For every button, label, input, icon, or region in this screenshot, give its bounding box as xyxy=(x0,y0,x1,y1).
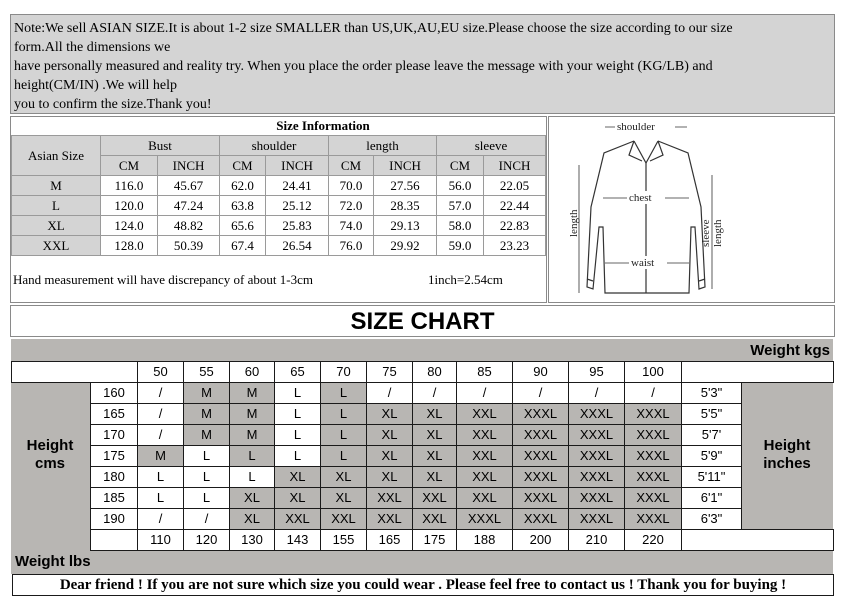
size-cell: XL xyxy=(412,424,457,446)
size-cell: XXXL xyxy=(624,445,682,467)
sleeve-length-label: length xyxy=(712,219,724,247)
size-cell: XXXL xyxy=(624,424,682,446)
row-header: Asian Size xyxy=(12,136,101,176)
group-header-bust: Bust xyxy=(101,136,220,156)
value-cell: 57.0 xyxy=(437,196,484,216)
value-cell: 22.44 xyxy=(484,196,546,216)
size-chart-title: SIZE CHART xyxy=(10,305,835,337)
size-cell: L xyxy=(229,466,275,488)
size-cell: L xyxy=(274,403,321,425)
size-cell: XXXL xyxy=(512,424,569,446)
size-cell: / xyxy=(183,508,230,530)
unit-header: INCH xyxy=(158,156,220,176)
height-inch-cell: 5'9" xyxy=(681,445,742,467)
size-cell: XXXL xyxy=(512,487,569,509)
value-cell: 22.05 xyxy=(484,176,546,196)
group-header-shoulder: shoulder xyxy=(220,136,329,156)
size-cell: / xyxy=(366,382,413,404)
value-cell: 26.54 xyxy=(266,236,329,256)
weight-lb-cell: 130 xyxy=(229,529,275,551)
size-cell: M xyxy=(183,424,230,446)
weight-lbs-label: Weight lbs xyxy=(15,553,91,570)
height-cm-cell: 175 xyxy=(90,445,138,467)
value-cell: 67.4 xyxy=(220,236,266,256)
size-cell: M xyxy=(183,403,230,425)
weight-kg-header: 95 xyxy=(568,361,625,383)
table-row xyxy=(12,236,546,256)
unit-header: CM xyxy=(329,156,374,176)
shoulder-label: shoulder xyxy=(617,121,655,133)
note-line: have personally measured and reality try. When you place the order please leave the message with your weight (KG/LB) and xyxy=(14,59,713,74)
weight-lb-cell: 155 xyxy=(320,529,367,551)
value-cell: 24.41 xyxy=(266,176,329,196)
size-cell: XXL xyxy=(274,508,321,530)
value-cell: 63.8 xyxy=(220,196,266,216)
size-cell: XXL xyxy=(456,487,513,509)
size-cell: XXL xyxy=(456,466,513,488)
size-cell: L xyxy=(183,487,230,509)
size-cell: / xyxy=(137,508,184,530)
note-line: form.All the dimensions we xyxy=(14,40,171,55)
size-cell: / xyxy=(512,382,569,404)
size-cell: L xyxy=(274,445,321,467)
size-cell: XXL xyxy=(412,508,457,530)
size-cell: XL xyxy=(412,466,457,488)
table-row xyxy=(12,216,546,236)
size-cell: XXXL xyxy=(568,508,625,530)
value-cell: 128.0 xyxy=(101,236,158,256)
value-cell: 65.6 xyxy=(220,216,266,236)
size-cell: L xyxy=(320,382,367,404)
size-label: L xyxy=(12,196,101,216)
size-cell: XL xyxy=(412,403,457,425)
value-cell: 45.67 xyxy=(158,176,220,196)
unit-header: CM xyxy=(220,156,266,176)
waist-label: waist xyxy=(631,257,655,269)
weight-kg-header: 90 xyxy=(512,361,569,383)
size-cell: XL xyxy=(366,424,413,446)
size-cell: XXL xyxy=(320,508,367,530)
value-cell: 72.0 xyxy=(329,196,374,216)
size-cell: XXXL xyxy=(512,445,569,467)
contact-footer: Dear friend ! If you are not sure which size you could wear . Please feel free to contact us ! Thank you for buying ! xyxy=(12,574,834,596)
weight-kg-header: 80 xyxy=(412,361,457,383)
height-inch-cell: 6'3" xyxy=(681,508,742,530)
weight-lb-cell: 110 xyxy=(137,529,184,551)
note-line: Note:We sell ASIAN SIZE.It is about 1-2 size SMALLER than US,UK,AU,EU size.Please choose the size according to our size xyxy=(14,21,733,36)
chest-label: chest xyxy=(629,192,652,204)
value-cell: 120.0 xyxy=(101,196,158,216)
value-cell: 58.0 xyxy=(437,216,484,236)
value-cell: 22.83 xyxy=(484,216,546,236)
size-cell: XXL xyxy=(366,487,413,509)
weight-lb-cell: 188 xyxy=(456,529,513,551)
weight-kg-header: 70 xyxy=(320,361,367,383)
size-cell: XXXL xyxy=(512,508,569,530)
height-inches-label: Height inches xyxy=(763,437,811,472)
unit-header: INCH xyxy=(484,156,546,176)
value-cell: 56.0 xyxy=(437,176,484,196)
size-cell: M xyxy=(183,382,230,404)
size-cell: XL xyxy=(366,403,413,425)
inch-conversion-note: 1inch=2.54cm xyxy=(428,272,503,287)
size-cell: XXXL xyxy=(624,466,682,488)
weight-kgs-label: Weight kgs xyxy=(750,342,830,359)
size-cell: L xyxy=(274,424,321,446)
size-cell: XXXL xyxy=(568,403,625,425)
value-cell: 59.0 xyxy=(437,236,484,256)
height-inch-cell: 6'1" xyxy=(681,487,742,509)
height-cm-cell: 185 xyxy=(90,487,138,509)
value-cell: 25.83 xyxy=(266,216,329,236)
size-note xyxy=(10,14,835,114)
size-cell: / xyxy=(624,382,682,404)
weight-kg-header: 85 xyxy=(456,361,513,383)
size-cell: M xyxy=(229,382,275,404)
size-cell: M xyxy=(229,424,275,446)
weight-kg-header: 50 xyxy=(137,361,184,383)
height-cm-cell: 165 xyxy=(90,403,138,425)
value-cell: 29.92 xyxy=(374,236,437,256)
height-inch-cell: 5'11" xyxy=(681,466,742,488)
weight-lb-cell: 120 xyxy=(183,529,230,551)
size-cell: L xyxy=(274,382,321,404)
size-cell: XL xyxy=(320,466,367,488)
size-cell: XL xyxy=(366,466,413,488)
shirt-illustration xyxy=(549,117,834,302)
size-cell: XXXL xyxy=(512,466,569,488)
size-cell: XXXL xyxy=(568,487,625,509)
height-cm-cell: 170 xyxy=(90,424,138,446)
weight-lb-cell: 165 xyxy=(366,529,413,551)
blank-cell xyxy=(90,529,138,551)
size-cell: XXXL xyxy=(568,424,625,446)
size-label: XXL xyxy=(12,236,101,256)
height-cm-cell: 160 xyxy=(90,382,138,404)
unit-header: CM xyxy=(437,156,484,176)
size-cell: XL xyxy=(412,445,457,467)
weight-kg-header: 60 xyxy=(229,361,275,383)
size-cell: XXXL xyxy=(624,487,682,509)
value-cell: 116.0 xyxy=(101,176,158,196)
value-cell: 48.82 xyxy=(158,216,220,236)
blank-cell xyxy=(681,529,834,551)
weight-kg-header: 75 xyxy=(366,361,413,383)
height-cm-cell: 190 xyxy=(90,508,138,530)
size-cell: XXXL xyxy=(568,466,625,488)
size-cell: XL xyxy=(274,466,321,488)
hand-measurement-note: Hand measurement will have discrepancy of about 1-3cm xyxy=(13,272,313,287)
weight-kg-header: 55 xyxy=(183,361,230,383)
blank-cell xyxy=(11,361,138,383)
value-cell: 70.0 xyxy=(329,176,374,196)
size-information-table xyxy=(11,117,546,256)
size-cell: XXXL xyxy=(456,508,513,530)
size-cell: / xyxy=(137,403,184,425)
size-cell: L xyxy=(183,445,230,467)
size-cell: L xyxy=(137,487,184,509)
weight-lb-cell: 200 xyxy=(512,529,569,551)
note-line: height(CM/IN) .We will help xyxy=(14,78,177,93)
size-cell: XXL xyxy=(412,487,457,509)
size-cell: L xyxy=(229,445,275,467)
height-inch-cell: 5'7' xyxy=(681,424,742,446)
height-inch-cell: 5'3" xyxy=(681,382,742,404)
size-cell: XXL xyxy=(456,424,513,446)
value-cell: 124.0 xyxy=(101,216,158,236)
value-cell: 76.0 xyxy=(329,236,374,256)
size-info-title: Size Information xyxy=(276,118,370,133)
size-cell: / xyxy=(412,382,457,404)
blank-cell xyxy=(681,361,834,383)
size-cell: / xyxy=(137,424,184,446)
size-cell: XXXL xyxy=(624,403,682,425)
size-cell: XXXL xyxy=(624,508,682,530)
height-cms-label: Height cms xyxy=(26,437,74,472)
group-header-length: length xyxy=(329,136,437,156)
shirt-collar xyxy=(629,141,663,163)
size-cell: M xyxy=(137,445,184,467)
size-cell: / xyxy=(568,382,625,404)
height-inch-cell: 5'5" xyxy=(681,403,742,425)
group-header-sleeve: sleeve xyxy=(437,136,546,156)
value-cell: 25.12 xyxy=(266,196,329,216)
size-chart-grid xyxy=(11,339,833,574)
value-cell: 23.23 xyxy=(484,236,546,256)
height-cm-cell: 180 xyxy=(90,466,138,488)
weight-lb-cell: 143 xyxy=(274,529,321,551)
size-cell: XL xyxy=(229,487,275,509)
size-cell: L xyxy=(320,403,367,425)
value-cell: 62.0 xyxy=(220,176,266,196)
size-label: M xyxy=(12,176,101,196)
weight-lb-cell: 175 xyxy=(412,529,457,551)
size-cell: XL xyxy=(320,487,367,509)
size-cell: XXL xyxy=(456,403,513,425)
size-cell: XXXL xyxy=(512,403,569,425)
value-cell: 50.39 xyxy=(158,236,220,256)
size-cell: XXXL xyxy=(568,445,625,467)
sleeve-label: sleeve xyxy=(700,219,712,247)
size-cell: XXL xyxy=(366,508,413,530)
value-cell: 28.35 xyxy=(374,196,437,216)
size-cell: / xyxy=(456,382,513,404)
weight-lb-cell: 210 xyxy=(568,529,625,551)
table-row xyxy=(12,196,546,216)
size-label: XL xyxy=(12,216,101,236)
value-cell: 27.56 xyxy=(374,176,437,196)
size-cell: M xyxy=(229,403,275,425)
size-cell: L xyxy=(320,424,367,446)
size-cell: / xyxy=(137,382,184,404)
unit-header: CM xyxy=(101,156,158,176)
weight-lb-cell: 220 xyxy=(624,529,682,551)
size-cell: L xyxy=(137,466,184,488)
unit-header: INCH xyxy=(374,156,437,176)
unit-header: INCH xyxy=(266,156,329,176)
size-cell: XL xyxy=(366,445,413,467)
length-label: length xyxy=(568,209,580,237)
value-cell: 47.24 xyxy=(158,196,220,216)
value-cell: 74.0 xyxy=(329,216,374,236)
size-cell: XL xyxy=(229,508,275,530)
note-line: you to confirm the size.Thank you! xyxy=(14,97,212,112)
size-cell: XXL xyxy=(456,445,513,467)
value-cell: 29.13 xyxy=(374,216,437,236)
weight-kg-header: 100 xyxy=(624,361,682,383)
size-cell: XL xyxy=(274,487,321,509)
size-cell: L xyxy=(320,445,367,467)
weight-kg-header: 65 xyxy=(274,361,321,383)
size-cell: L xyxy=(183,466,230,488)
table-row xyxy=(12,176,546,196)
shirt-measurement-diagram xyxy=(548,116,835,303)
